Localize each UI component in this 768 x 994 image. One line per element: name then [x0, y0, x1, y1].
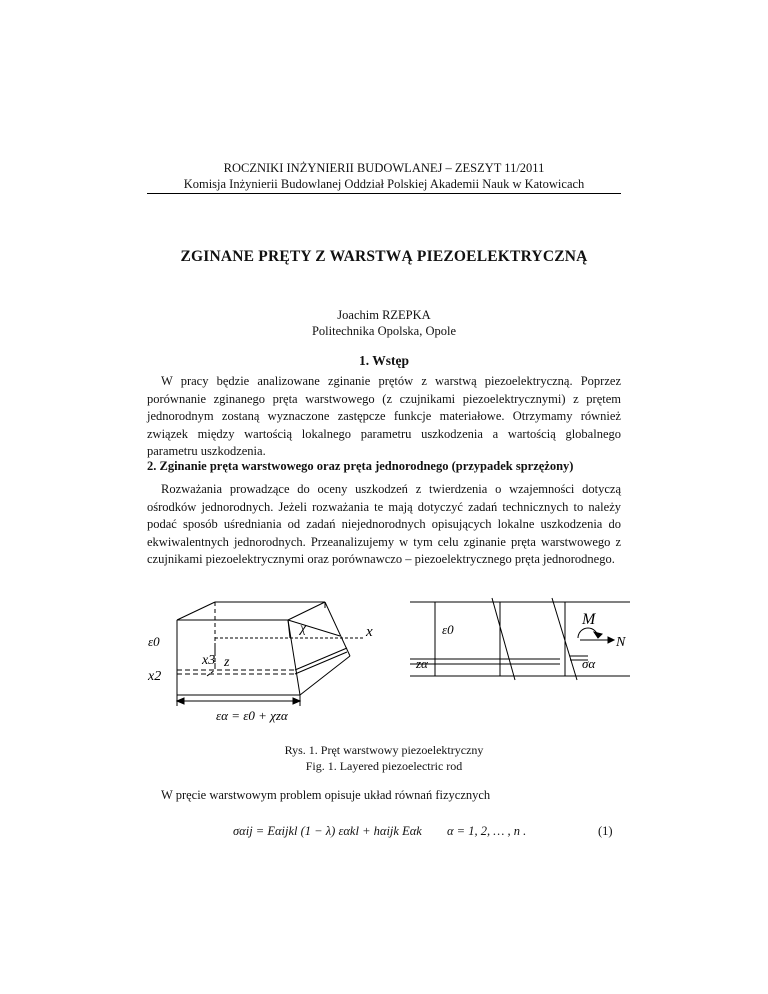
label-z: z — [224, 655, 230, 670]
author-name: Joachim RZEPKA — [337, 308, 431, 322]
label-sigma-alpha: σα — [582, 656, 596, 671]
label-x-axis: x — [366, 624, 373, 640]
equation-1: σαij = Eαijkl (1 − λ) εαkl + hαijk Eαk — [233, 824, 422, 838]
label-N: N — [616, 635, 626, 650]
label-x2: x2 — [148, 669, 162, 684]
header-rule — [147, 193, 621, 194]
section-1-heading: 1. Wstęp — [358, 353, 409, 368]
figure-caption-pl: Rys. 1. Pręt warstwowy piezoelektryczny — [284, 743, 484, 757]
section-2-paragraph: Rozważania prowadzące do oceny uszkodzeń z twierdzenia o wzajemności dotyczą ośrodków jednorodnych. Jeżeli rozważania te mają dotyczyć zadań technicznych to należy podać sposób uśredniania od zadań niejednorodnych opisujących lokalne uszkodzenia do ekwiwalentnych jednorodnych. Przeanalizujemy w tym celu zginanie pręta warstwowego z czujnikami piezoelektrycznymi oraz porównawczo – piezoelektrycznego pręta jednorodnego. — [147, 482, 621, 567]
label-M: M — [582, 611, 596, 628]
label-strain-equation: εα = ε0 + χzα — [216, 708, 288, 723]
figure-caption-en: Fig. 1. Layered piezoelectric rod — [305, 759, 463, 773]
equation-intro: W pręcie warstwowym problem opisuje układ równań fizycznych — [161, 788, 491, 802]
journal-header-subtitle: Komisja Inżynierii Budowlanej Oddział Polskiej Akademii Nauk w Katowicach — [183, 177, 585, 191]
section-2-heading: 2. Zginanie pręta warstwowego oraz pręta jednorodnego (przypadek sprzężony) — [147, 459, 574, 473]
section-1-paragraph: W pracy będzie analizowane zginanie prętów z warstwą piezoelektryczną. Poprzez porównanie zginanego pręta warstwowego (z czujnikami piezoelektrycznymi) z prętem jednorodnym zostaną wyznaczone zastępcze funkcje materiałowe. Otrzymamy również związek między wartością lokalnego parametru uszkodzenia a wartością globalnego parametru uszkodzenia. — [147, 374, 621, 459]
label-eps0-left: ε0 — [148, 634, 160, 649]
label-x3: x3 — [202, 653, 216, 668]
author-affiliation: Politechnika Opolska, Opole — [311, 324, 457, 338]
section-stress-diagram — [410, 598, 630, 680]
label-chi: χ — [300, 621, 307, 636]
label-z-alpha: zα — [416, 656, 428, 671]
label-eps0-right: ε0 — [442, 622, 454, 637]
equation-1-range: α = 1, 2, … , n . — [447, 824, 527, 838]
paper-title: ZGINANE PRĘTY Z WARSTWĄ PIEZOELEKTRYCZNĄ — [180, 248, 588, 265]
figure-1 — [140, 588, 630, 728]
equation-1-number: (1) — [598, 824, 613, 838]
journal-header-title: ROCZNIKI INŻYNIERII BUDOWLANEJ – ZESZYT 11/2011 — [223, 161, 545, 175]
